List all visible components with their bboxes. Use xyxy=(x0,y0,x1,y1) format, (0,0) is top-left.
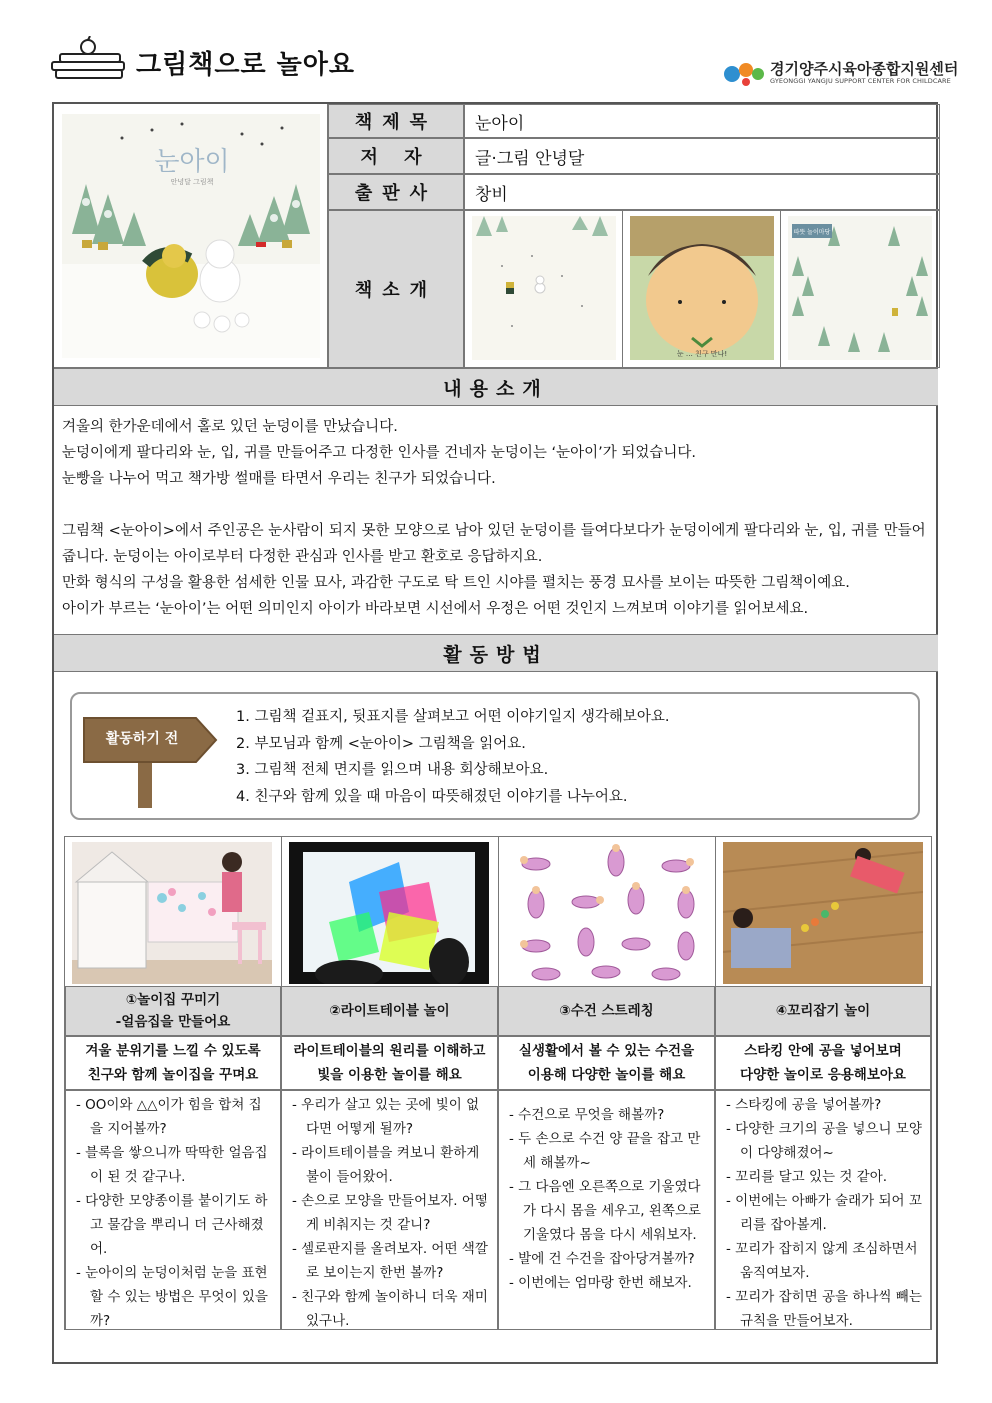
goal-line: 라이트테이블의 원리를 이해하고 xyxy=(293,1043,486,1059)
book-intro-label: 책소개 xyxy=(328,210,464,368)
step-item: 3. 그림책 전체 면지를 읽으며 내용 회상해보아요. xyxy=(236,762,549,778)
activity-3-goal xyxy=(498,1036,715,1090)
book-author-value: 글·그림 안녕달 xyxy=(464,138,940,174)
book-cover-cell xyxy=(54,104,328,368)
list-item: - 다양한 크기의 공을 넣으니 모양이 다양해졌어~ xyxy=(726,1121,922,1161)
activity-1-title-line: ①놀이집 꾸미기 xyxy=(125,992,221,1008)
list-item: - 꼬리를 달고 있는 것 같아. xyxy=(726,1169,888,1185)
activity-1-goal xyxy=(65,1036,281,1090)
list-item: - 이번에는 엄마랑 한번 해보자. xyxy=(509,1275,692,1291)
illustration-2-caption: 눈 … 친구 만나! xyxy=(676,350,728,358)
list-item: - 눈아이의 눈덩이처럼 눈을 표현할 수 있는 방법은 무엇이 있을까? xyxy=(76,1265,268,1329)
book-publisher-label: 출판사 xyxy=(328,174,464,210)
step-item: 1. 그림책 겉표지, 뒷표지를 살펴보고 어떤 이야기일지 생각해보아요. xyxy=(236,709,670,725)
activity-4-list xyxy=(715,1090,931,1330)
activity-photo-tail-tag xyxy=(723,842,923,984)
list-item: - OO이와 △△이가 힘을 합쳐 집을 지어볼까? xyxy=(76,1097,262,1137)
list-item: - 다양한 모양종이를 붙이기도 하고 물감을 뿌리니 더 근사해졌어. xyxy=(76,1193,268,1257)
org-name: 경기양주시육아종합지원센터 xyxy=(770,60,959,78)
activity-photo-light-table xyxy=(289,842,489,984)
goal-line: 실생활에서 볼 수 있는 수건을 xyxy=(518,1043,695,1059)
activity-photo-towel-stretch xyxy=(506,842,706,984)
activity-section-heading: 활동방법 xyxy=(54,634,938,672)
page-title: 그림책으로 놀아요 xyxy=(136,50,355,80)
book-publisher-value: 창비 xyxy=(464,174,940,210)
list-item: - 발에 건 수건을 잡아당겨볼까? xyxy=(509,1251,695,1267)
cover-author: 안녕달 그림책 xyxy=(170,178,214,186)
activity-1-title-line: -얼음집을 만들어요 xyxy=(115,1014,231,1030)
intro-paragraph: 만화 형식의 구성을 활용한 섬세한 인물 묘사, 과감한 구도로 탁 트인 시야를 펼치는 풍경 묘사를 보이는 따뜻한 그림책이예요. xyxy=(62,575,850,591)
intro-blank xyxy=(62,492,932,518)
goal-line: 빛을 이용한 놀이를 해요 xyxy=(317,1067,462,1083)
step-item: 2. 부모님과 함께 <눈아이> 그림책을 읽어요. xyxy=(236,735,526,752)
activity-photo-playhouse xyxy=(72,842,272,984)
list-item: - 두 손으로 수건 양 끝을 잡고 만세 해볼까~ xyxy=(509,1131,701,1171)
intro-paragraph: 그림책 <눈아이>에서 주인공은 눈사람이 되지 못한 모양으로 남아 있던 눈덩이를 들여다보다가 눈덩이에게 팔다리와 눈, 입, 귀를 만들어줍니다. 눈덩이는 아이로부터 다정한 관심과 인사를 받고 환호로 응답하지요. xyxy=(62,523,926,565)
goal-line: 겨울 분위기를 느낄 수 있도록 xyxy=(85,1043,261,1059)
book-cover-image xyxy=(62,114,320,358)
activity-4-title: ④꼬리잡기 놀이 xyxy=(715,986,931,1036)
list-item: - 우리가 살고 있는 곳에 빛이 없다면 어떻게 될까? xyxy=(292,1097,480,1137)
activity-4-goal xyxy=(715,1036,931,1090)
list-item: - 손으로 모양을 만들어보자. 어떻게 비춰지는 것 같니? xyxy=(292,1193,488,1233)
intro-paragraph: 아이가 부르는 ‘눈아이’는 어떤 의미인지 아이가 바라보면 시선에서 우정은 어떤 것인지 느껴보며 이야기를 읽어보세요. xyxy=(62,601,809,617)
list-item: - 블록을 쌓으니까 딱딱한 얼음집이 된 것 같구나. xyxy=(76,1145,268,1185)
intro-paragraph: 겨울의 한가운데에서 홀로 있던 눈덩이를 만났습니다. xyxy=(62,419,398,435)
list-item: - 꼬리가 잡히지 않게 조심하면서 움직여보자. xyxy=(726,1241,918,1281)
cover-title: 눈아이 xyxy=(154,147,230,177)
goal-line: 다양한 놀이로 응용해보아요 xyxy=(740,1067,906,1083)
step-item: 4. 친구와 함께 있을 때 마음이 따뜻해졌던 이야기를 나누어요. xyxy=(236,788,628,805)
list-item: - 셀로판지를 올려보자. 어떤 색깔로 보이는지 한번 볼까? xyxy=(292,1241,488,1281)
list-item: - 꼬리가 잡히면 공을 하나씩 빼는 규칙을 만들어보자. xyxy=(726,1289,922,1329)
content-intro xyxy=(62,414,932,622)
book-author-label: 저 자 xyxy=(328,138,464,174)
book-title-value: 눈아이 xyxy=(464,104,940,138)
wooden-signpost-icon xyxy=(80,704,220,808)
activity-2-list xyxy=(281,1090,498,1330)
activity-3-title: ③수건 스트레칭 xyxy=(498,986,715,1036)
activity-2-title: ②라이트테이블 놀이 xyxy=(281,986,498,1036)
activity-3-list xyxy=(498,1090,715,1330)
intro-paragraph: 눈덩이에게 팔다리와 눈, 입, 귀를 만들어주고 다정한 인사를 건네자 눈덩이는 ‘눈아이’가 되었습니다. xyxy=(62,445,697,461)
before-activity-steps xyxy=(236,704,670,810)
activity-1-list xyxy=(65,1090,281,1330)
book-title-label: 책제목 xyxy=(328,104,464,138)
list-item: - 수건으로 무엇을 해볼까? xyxy=(509,1107,665,1123)
goal-line: 이용해 다양한 놀이를 해요 xyxy=(527,1067,686,1083)
list-item: - 이번에는 아빠가 술래가 되어 꼬리를 잡아볼게. xyxy=(726,1193,922,1233)
book-stack-apple-icon xyxy=(48,36,130,82)
content-section-heading: 내용소개 xyxy=(54,368,938,406)
book-illustration-2 xyxy=(630,216,774,360)
book-illustration-3 xyxy=(788,216,932,360)
list-item: - 친구와 함께 놀이하니 더욱 재미있구나. xyxy=(292,1289,488,1329)
goal-line: 친구와 함께 놀이집을 꾸며요 xyxy=(87,1067,259,1083)
org-subtitle: GYEONGGI YANGJU SUPPORT CENTER FOR CHILDCARE xyxy=(770,77,951,85)
list-item: - 그 다음엔 오른쪽으로 기울였다가 다시 몸을 세우고, 왼쪽으로 기울였다 몸을 다시 세워보자. xyxy=(509,1179,701,1243)
goal-line: 스타킹 안에 공을 넣어보며 xyxy=(744,1043,902,1059)
intro-paragraph: 눈빵을 나누어 먹고 책가방 썰매를 타면서 우리는 친구가 되었습니다. xyxy=(62,471,496,487)
list-item: - 라이트테이블을 켜보니 환하게 불이 들어왔어. xyxy=(292,1145,480,1185)
activity-2-goal xyxy=(281,1036,498,1090)
before-activity-label: 활동하기 전 xyxy=(105,731,179,747)
list-item: - 스타킹에 공을 넣어볼까? xyxy=(726,1097,882,1113)
illustration-3-sign: 따뜻 놀이마당 xyxy=(793,229,831,236)
org-logo-icon xyxy=(722,56,766,88)
book-illustration-1 xyxy=(472,216,616,360)
activity-1-title xyxy=(65,986,281,1036)
